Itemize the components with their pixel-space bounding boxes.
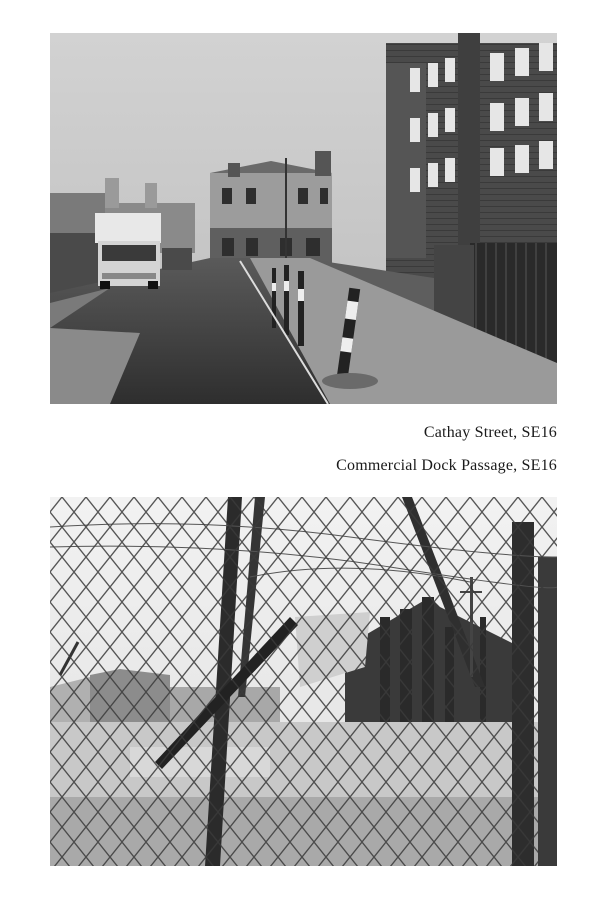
fence-photo — [50, 497, 557, 866]
caption-cathay-street: Cathay Street, SE16 — [423, 424, 557, 441]
street-photo-image — [50, 33, 557, 404]
street-photo — [50, 33, 557, 404]
caption-commercial-dock-passage: Commercial Dock Passage, SE16 — [336, 457, 557, 474]
fence-photo-image — [50, 497, 557, 866]
